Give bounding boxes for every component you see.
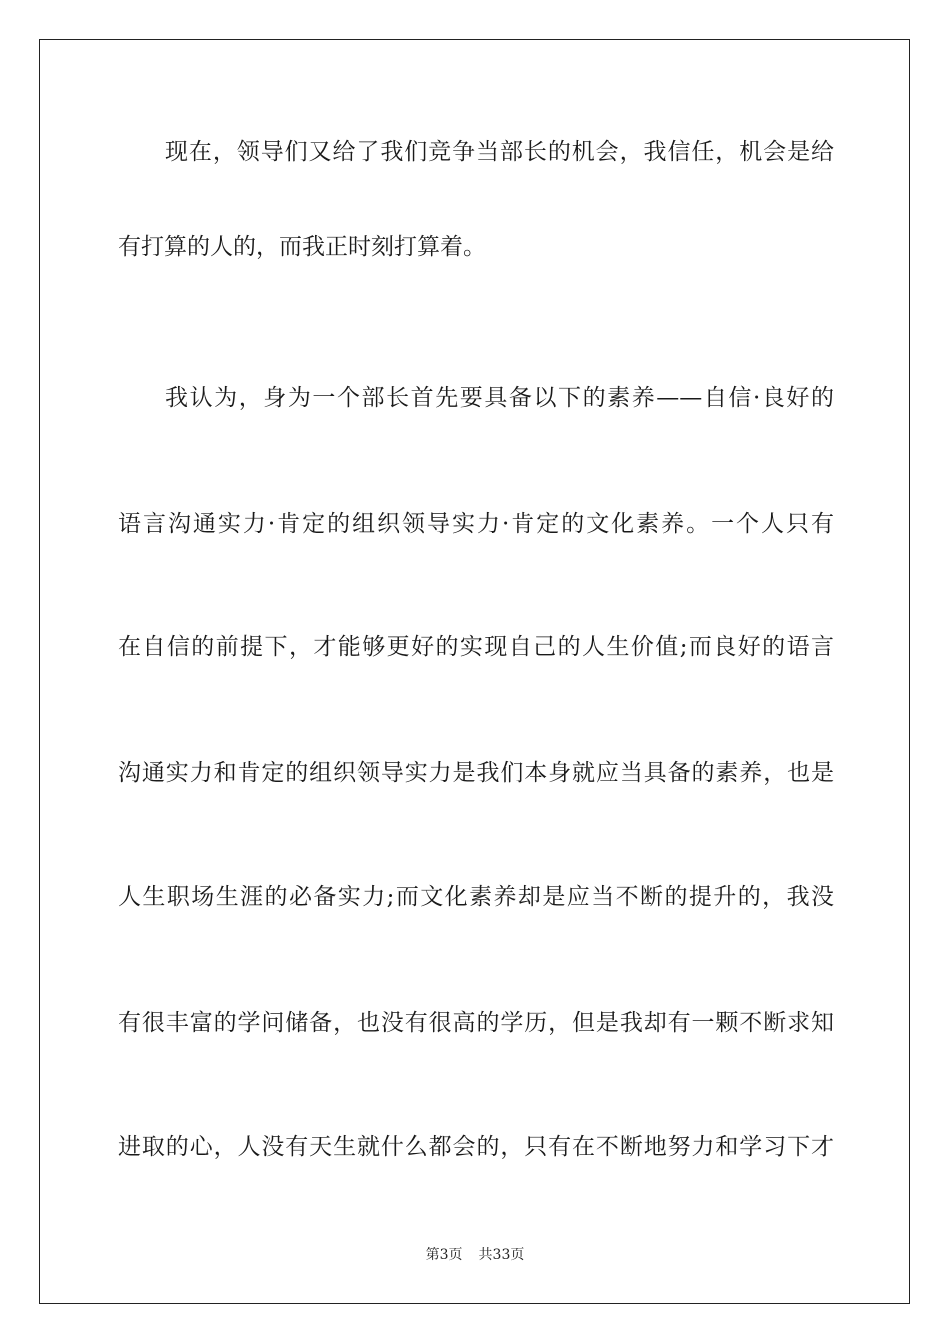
page-number: 第3页 — [425, 1247, 463, 1263]
page-total: 共33页 — [478, 1247, 525, 1263]
paragraph-1-line-2: 有打算的人的，而我正时刻打算着。 — [118, 234, 486, 260]
paragraph-2-line-5: 人生职场生涯的必备实力;而文化素养却是应当不断的提升的，我没 — [118, 884, 834, 910]
paragraph-2-line-4: 沟通实力和肯定的组织领导实力是我们本身就应当具备的素养，也是 — [118, 760, 834, 786]
paragraph-1-line-1: 现在，领导们又给了我们竞争当部长的机会，我信任，机会是给 — [165, 139, 834, 165]
paragraph-2-line-7: 进取的心，人没有天生就什么都会的，只有在不断地努力和学习下才 — [118, 1134, 834, 1160]
page-border — [39, 39, 910, 1304]
paragraph-2-line-2: 语言沟通实力·肯定的组织领导实力·肯定的文化素养。一个人只有 — [118, 511, 834, 537]
page-footer — [0, 1245, 950, 1265]
paragraph-2-line-6: 有很丰富的学问储备，也没有很高的学历，但是我却有一颗不断求知 — [118, 1010, 834, 1036]
paragraph-2-line-3: 在自信的前提下，才能够更好的实现自己的人生价值;而良好的语言 — [118, 634, 834, 660]
paragraph-2-line-1: 我认为，身为一个部长首先要具备以下的素养——自信·良好的 — [165, 385, 834, 411]
